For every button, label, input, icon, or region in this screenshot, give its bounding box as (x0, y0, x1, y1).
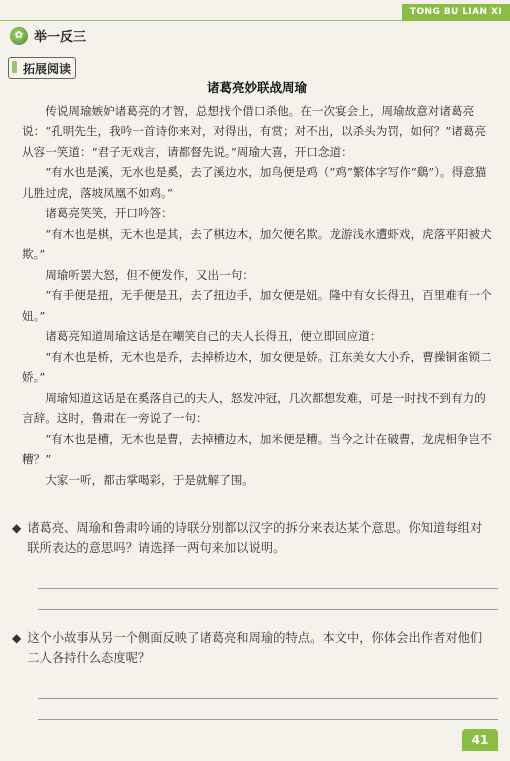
question-1 (12, 518, 494, 558)
answer-lines[interactable] (38, 568, 498, 610)
page-number: 41 (462, 729, 498, 751)
answer-line[interactable] (38, 568, 498, 589)
answer-lines[interactable] (38, 678, 498, 720)
article-paragraph: “有木也是桥，无木也是乔，去掉桥边木，加女便是娇。江东美女大小乔，曹操铜雀锁二娇。” (22, 349, 492, 384)
leaf-icon: ✿ (10, 27, 28, 45)
article-paragraph: “有水也是溪，无水也是奚，去了溪边水，加鸟便是鸡（“鸡”繁体字写作“鷄”）。得意猫儿胜过虎，落坡凤凰不如鸡。” (22, 165, 487, 200)
sub-section-badge (8, 57, 76, 79)
question-2 (12, 628, 494, 668)
answer-line[interactable] (38, 678, 498, 699)
article-body (22, 101, 492, 491)
questions (12, 518, 494, 720)
diamond-bullet-icon: ◆ (12, 521, 22, 535)
brand-tab: TONG BU LIAN XI (402, 4, 510, 21)
article-title: 诸葛亮妙联战周瑜 (206, 80, 307, 95)
diamond-bullet-icon: ◆ (12, 631, 22, 645)
article-paragraph: 周瑜知道这话是在奚落自己的夫人，怒发冲冠，几次都想发难，可是一时找不到有力的言辞。这时，鲁肃在一旁说了一句： (22, 390, 486, 425)
header-rule (0, 20, 402, 21)
answer-line[interactable] (38, 699, 498, 720)
article (22, 78, 492, 490)
article-paragraph: 周瑜听罢大怒，但不便发作，又出一句： (45, 267, 254, 282)
article-paragraph: “有手便是扭，无手便是丑，去了扭边手，加女便是妞。隆中有女长得丑，百里难有一个妞。” (22, 288, 492, 323)
section-badge (10, 26, 86, 45)
question-text: 这个小故事从另一个侧面反映了诸葛亮和周瑜的特点。本文中，你体会出作者对他们二人各持什么态度呢？ (27, 631, 483, 665)
question-text: 诸葛亮、周瑜和鲁肃吟诵的诗联分别都以汉字的拆分来表达某个意思。你知道每组对联所表达的意思吗？请选择一两句来加以说明。 (27, 521, 483, 555)
sub-section-title: 拓展阅读 (22, 61, 71, 76)
article-paragraph: 传说周瑜嫉妒诸葛亮的才智，总想找个借口杀他。在一次宴会上，周瑜故意对诸葛亮说：“孔明先生，我吟一首诗你来对，对得出，有赏；对不出，以杀头为罚，如何？”诸葛亮从容一笑道：“君子无戏言，请都督先说。”周瑜大喜，开口念道： (22, 103, 487, 159)
section-title: 举一反三 (34, 30, 87, 45)
article-paragraph: “有木也是槽，无木也是曹，去掉槽边木，加米便是糟。当今之计在破曹，龙虎相争岂不糟？” (22, 431, 492, 466)
article-paragraph: 诸葛亮笑笑，开口吟答： (45, 206, 173, 220)
answer-line[interactable] (38, 589, 498, 610)
article-paragraph: 诸葛亮知道周瑜这话是在嘲笑自己的夫人长得丑，便立即回应道： (45, 329, 382, 343)
article-paragraph: “有木也是棋，无木也是其，去了棋边木，加欠便名欺。龙游浅水遭虾戏，虎落平阳被犬欺。” (22, 226, 492, 261)
article-paragraph: 大家一听，都击掌喝彩，于是就解了围。 (45, 472, 254, 487)
